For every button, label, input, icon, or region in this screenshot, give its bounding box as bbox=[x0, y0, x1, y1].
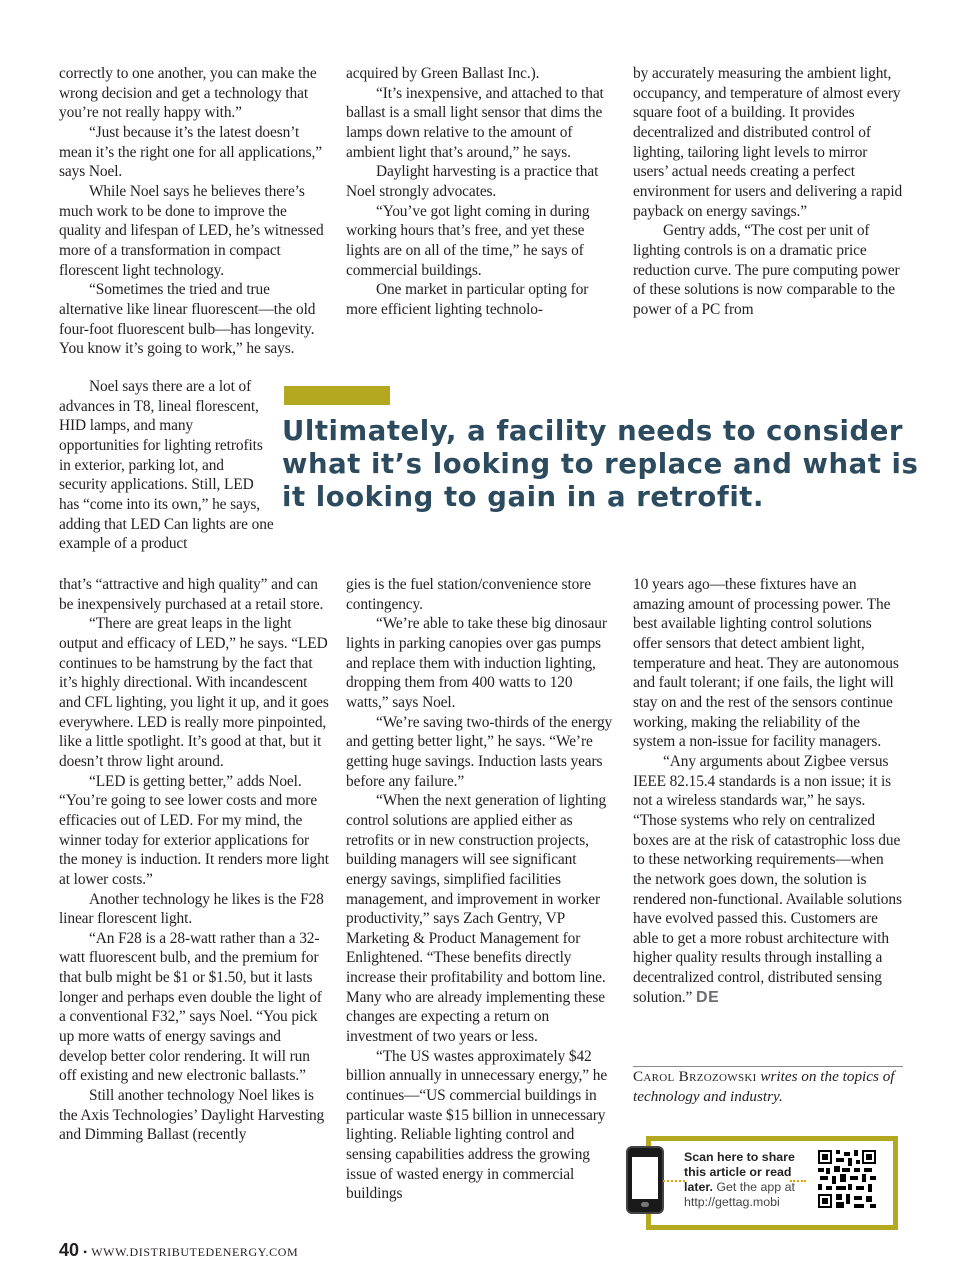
paragraph: Daylight harvesting is a practice that Noel strongly advocates. bbox=[346, 163, 599, 200]
paragraph bbox=[633, 752, 903, 1008]
paragraph: “Sometimes the tried and true alternative like linear fluorescent—the old four-foot fluorescent bulb—has longevity. You know it’s going to work,” he says. bbox=[59, 281, 316, 358]
paragraph: “You’ve got light coming in during working hours that’s free, and yet these lights are on all of the time,” he says of commercial buildings. bbox=[346, 202, 590, 279]
tag-promo-normal: Get the app at bbox=[716, 1180, 795, 1194]
page-number: 40 bbox=[59, 1240, 80, 1260]
phone-icon bbox=[626, 1146, 664, 1214]
paragraph: “There are great leaps in the light output and efficacy of LED,” he says. “LED continues to be hamstrung by the fact that it’s highly directional. With incandescent and CFL lighting, you light it up, and it goes everywhere. LED is really more pinpointed, like a little spotlight. It’s good at that, but it doesn’t throw light around. bbox=[59, 615, 329, 770]
page-footer bbox=[59, 1240, 298, 1261]
end-mark: DE bbox=[696, 988, 720, 1006]
left-column-bottom bbox=[59, 575, 329, 1145]
left-column-wrap bbox=[59, 377, 275, 554]
paragraph: While Noel says he believes there’s much work to be done to improve the quality and lifespan of LED, he’s witnessed more of a transformation in compact florescent light technology. bbox=[59, 182, 324, 279]
paragraph: “An F28 is a 28-watt rather than a 32-watt fluorescent bulb, and the premium for that bulb might be $1 or $1.50, but it lasts longer and perhaps even double the light of a conventional F32,” says Noel. “You pick up more watts of energy savings and develop better color rendering. It will run off existing and new electronic ballasts.” bbox=[59, 929, 322, 1085]
paragraph: “When the next generation of lighting control solutions are applied either as retrofits or in new construction projects, building managers will see significant energy savings, simplified facilities management, and improvement in worker productivity,” says Zach Gentry, VP Marketing & Product Management for Enlightened. “These benefits directly increase their profitability and bottom line. Many who are already implementing these changes are expecting a return on investment of two years or less. bbox=[346, 792, 607, 1046]
paragraph-text: “Any arguments about Zigbee versus IEEE 82.15.4 standards is a non issue; it is not a wireless standards war,” he says. “Those systems who rely on centralized boxes are at the risk of catastrophic loss due to these networking requirements—when the network goes down, the solution is rendered non-functional. Available solutions have evolved passed this. Customers are able to get a more robust architecture with higher quality results through installing a decentralized control, distributed sensing solution.” bbox=[633, 752, 902, 1006]
author-bio bbox=[633, 1067, 905, 1106]
paragraph: by accurately measuring the ambient light, occupancy, and temperature of almost every square foot of a building. It provides decentralized and distributed control of lighting, tailoring light levels to mirror users’ actual needs creating a perfect environment for users and delivering a rapid payback on energy savings.” bbox=[633, 65, 903, 220]
paragraph: “The US wastes approximately $42 billion annually in unnecessary energy,” he continues—“US commercial buildings in particular waste $15 billion in unnecessary lighting. Reliable lighting control and sensing capabilities address the growing issue of wasted energy in commercial buildings bbox=[346, 1047, 608, 1203]
qr-code-icon[interactable] bbox=[818, 1150, 876, 1208]
author-role: writes on the topics of technology and industry. bbox=[633, 1068, 895, 1105]
pull-quote: Ultimately, a facility needs to consider what it’s looking to replace and what is it looking to gain in a retrofit. bbox=[282, 415, 919, 513]
paragraph: “LED is getting better,” adds Noel. “You’re going to see lower costs and more efficacies out of LED. For my mind, the winner today for exterior applications for the money is induction. It renders more light at lower costs.” bbox=[59, 772, 329, 888]
paragraph: correctly to one another, you can make the wrong decision and get a technology that you’re not really happy with.” bbox=[59, 65, 317, 122]
middle-column-top bbox=[346, 64, 616, 320]
tag-promo-link[interactable]: http://gettag.mobi bbox=[684, 1195, 780, 1209]
left-column-top bbox=[59, 64, 329, 359]
right-column-top bbox=[633, 64, 903, 320]
paragraph: Gentry adds, “The cost per unit of lighting controls is on a dramatic price reduction curve. The pure computing power of these solutions is now comparable to the power of a PC from bbox=[633, 222, 900, 318]
paragraph: acquired by Green Ballast Inc.). bbox=[346, 65, 540, 82]
paragraph: that’s “attractive and high quality” and can be inexpensively purchased at a retail store. bbox=[59, 576, 324, 613]
paragraph: Another technology he likes is the F28 linear florescent light. bbox=[59, 890, 324, 928]
footer-site-link[interactable]: WWW.DISTRIBUTEDENERGY.COM bbox=[91, 1245, 299, 1259]
tag-promo-text bbox=[684, 1150, 810, 1210]
middle-column-bottom bbox=[346, 575, 618, 1204]
dotted-arrow-left bbox=[663, 1180, 685, 1182]
tag-promo-bold: Scan here to share this article or read later. bbox=[684, 1150, 795, 1194]
paragraph: “Just because it’s the latest doesn’t mean it’s the right one for all applications,” says Noel. bbox=[59, 123, 322, 181]
footer-separator: • bbox=[83, 1245, 88, 1259]
paragraph: 10 years ago—these fixtures have an amazing amount of processing power. The best available lighting control solutions offer sensors that detect ambient light, temperature and heat. They are autonomous and fault tolerant; if one fails, the light will stay on and the rest of the sensors continue working, making the reliability of the system a non-issue for facility managers. bbox=[633, 576, 899, 751]
paragraph: Still another technology Noel likes is the Axis Technologies’ Daylight Harvesting and Dimming Ballast (recently bbox=[59, 1087, 325, 1144]
paragraph: “We’re saving two-thirds of the energy and getting better light,” he says. “We’re getting huge savings. Induction lasts years before any failure.” bbox=[346, 713, 613, 790]
paragraph: gies is the fuel station/convenience store contingency. bbox=[346, 576, 591, 613]
paragraph: “It’s inexpensive, and attached to that ballast is a small light sensor that dims the lamps down relative to the amount of ambient light that’s around,” he says. bbox=[346, 84, 604, 161]
paragraph: “We’re able to take these big dinosaur lights in parking canopies over gas pumps and replace them with induction lighting, dropping them from 400 watts to 120 watts,” says Noel. bbox=[346, 615, 607, 711]
right-column-bottom bbox=[633, 575, 903, 1007]
paragraph: Noel says there are a lot of advances in T8, lineal florescent, HID lamps, and many opportunities for lighting retrofits in exterior, parking lot, and security applications. Still, LED has “come into its own,” he says, adding that LED Can lights are one example of a product bbox=[59, 378, 274, 553]
paragraph: One market in particular opting for more efficient lighting technolo- bbox=[346, 281, 589, 318]
author-name: Carol Brzozowski bbox=[633, 1068, 757, 1085]
pull-quote-accent-bar bbox=[284, 386, 390, 405]
